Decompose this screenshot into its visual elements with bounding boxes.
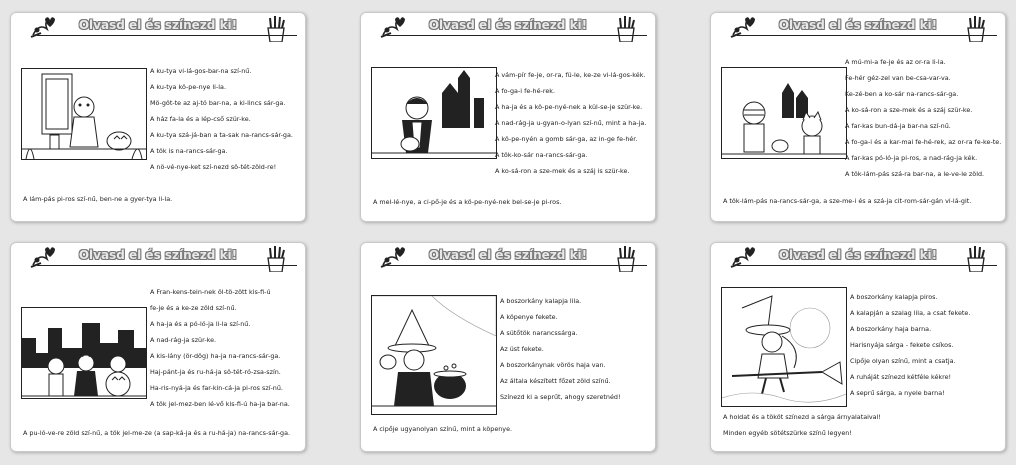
footer-line: A mel-lé-nye, a ci-pő-je és a kö-pe-nyé-nek bel-se-je pi-ros. — [373, 198, 562, 206]
footer-instruction — [23, 191, 172, 207]
instruction-line: A ha-ja és a pó-ló-ja li-la szí-nű. — [150, 320, 251, 328]
worksheet-card-vampire — [360, 12, 656, 222]
witch-cauldron-coloring-image — [371, 295, 497, 415]
worksheet-card-witch-broom — [710, 242, 1006, 452]
instruction-list — [150, 63, 293, 175]
instruction-line: Cipője olyan színű, mint a csatja. — [850, 357, 956, 365]
instruction-line: A nad-rág-ja szür-ke. — [150, 336, 217, 344]
instruction-line: A tök jel-mez-ben lé-vő kis-fi-ú ha-ja bar-na. — [150, 400, 290, 408]
instruction-line: A tök is na-rancs-sár-ga. — [150, 147, 228, 155]
card-header — [11, 243, 305, 271]
card-title: Olvasd el és színezd ki! — [778, 18, 938, 32]
instruction-line: A köpenye fekete. — [500, 313, 558, 321]
worksheet-card-kids-costumes — [10, 242, 306, 452]
footer-line: A pu-ló-ve-re zöld szí-nű, a tök jel-me-ze (a sap-ká-ja és a ru-há-ja) na-rancs-sár-ga. — [23, 429, 291, 437]
instruction-line: A far-kas bun-dá-ja bar-na szí-nű. — [845, 122, 951, 130]
instruction-list — [850, 289, 970, 401]
instruction-line: A ruháját színezd kétféle kékre! — [850, 373, 952, 381]
card-title: Olvasd el és színezd ki! — [778, 248, 938, 262]
vampire-coloring-image — [371, 67, 497, 159]
mummy-wolf-coloring-image — [721, 67, 847, 159]
witch-broom-coloring-image — [721, 287, 847, 407]
instruction-line: Színezd ki a seprűt, ahogy szeretnéd! — [500, 393, 621, 401]
instruction-line: Ha-ris-nyá-ja és far-kin-cá-ja pi-ros szí-nű. — [150, 384, 283, 392]
instruction-list — [150, 284, 290, 412]
instruction-line: Harisnyája sárga - fekete csíkos. — [850, 341, 954, 349]
instruction-line: Az általa készített főzet zöld színű. — [500, 377, 611, 385]
instruction-line: A vám-pír fe-je, or-ra, fü-le, ke-ze vi-lá-gos-kék. — [495, 71, 646, 79]
footer-instruction — [23, 425, 290, 441]
instruction-line: A ku-tya kö-pe-nye li-la. — [150, 83, 226, 91]
instruction-line: A kis-lány (ör-dög) ha-ja na-rancs-sár-ga. — [150, 352, 281, 360]
footer-line: A holdat és a tököt színezd a sárga árnyalataival! — [723, 413, 881, 421]
card-header — [361, 243, 655, 271]
instruction-line: A ko-sá-ron a sze-mek és a száj is szür-ke. — [495, 167, 630, 175]
footer-line: Minden egyéb sötétszürke színű legyen! — [723, 429, 852, 437]
footer-line: A tök-lám-pás na-rancs-sár-ga, a sze-me-i és a szá-ja cit-rom-sár-gán vi-lá-git. — [723, 197, 972, 205]
instruction-line: Mö-göt-te az aj-tó bar-na, a ki-lincs sár-ga. — [150, 99, 286, 107]
worksheet-card-witch-cauldron — [360, 242, 656, 452]
pencil-cup-icon — [615, 246, 637, 272]
instruction-line: A boszorkány kalapja lila. — [500, 297, 582, 305]
instruction-list — [495, 67, 646, 179]
footer-instruction — [373, 421, 512, 437]
instruction-line: A boszorkány kalapja piros. — [850, 293, 938, 301]
footer-instruction — [723, 193, 971, 209]
instruction-line: A seprű sárga, a nyele barna! — [850, 389, 945, 397]
instruction-list — [500, 293, 621, 405]
instruction-line: A ha-ja és a kö-pe-nyé-nek a kül-se-je szür-ke. — [495, 103, 643, 111]
instruction-line: Fe-hér géz-zel van be-csa-var-va. — [845, 74, 951, 82]
card-header — [361, 13, 655, 41]
dog-costume-coloring-image — [21, 68, 147, 160]
card-header — [711, 13, 1005, 41]
instruction-line: A boszorkánynak vörös haja van. — [500, 361, 606, 369]
pencil-cup-icon — [965, 16, 987, 42]
card-header — [11, 13, 305, 41]
pencil-cup-icon — [615, 16, 637, 42]
instruction-line: A ko-sá-ron a sze-mek és a száj szür-ke. — [845, 106, 973, 114]
instruction-line: Haj-pánt-ja és ru-há-ja sö-tét-ró-zsa-szín. — [150, 368, 281, 376]
pencil-cup-icon — [265, 246, 287, 272]
instruction-line: A ku-tya szá-já-ban a ta-sak na-rancs-sár-ga. — [150, 131, 293, 139]
card-title: Olvasd el és színezd ki! — [78, 248, 238, 262]
instruction-line: A tök-lám-pás szá-ra bar-na, a le-ve-le zöld. — [845, 170, 985, 178]
instruction-line: A nö-vé-nye-ket szí-nezd sö-tét-zöld-re! — [150, 163, 277, 171]
worksheet-card-mummy-wolf — [710, 12, 1006, 222]
pencil-cup-icon — [965, 246, 987, 272]
footer-line: A cipője ugyanolyan színű, mint a köpenye. — [373, 425, 513, 433]
instruction-line: A fo-ga-i és a kar-mai fe-hé-rek, az or-ra fe-ke-te. — [845, 138, 1002, 146]
instruction-line: A kö-pe-nyén a gomb sár-ga, az in-ge fe-hér. — [495, 135, 638, 143]
instruction-line: A sütőtök narancssárga. — [500, 329, 578, 337]
instruction-line: A boszorkány haja barna. — [850, 325, 932, 333]
kids-costumes-coloring-image — [21, 307, 147, 399]
instruction-line: A far-kas pó-ló-ja pi-ros, a nad-rág-ja kék. — [845, 154, 978, 162]
instruction-line: fe-je és a ke-ze zöld szí-nű. — [150, 304, 237, 312]
instruction-line: A nad-rág-ja u-gyan-o-lyan szí-nű, mint a ha-ja. — [495, 119, 647, 127]
instruction-line: A tök-ko-sár na-rancs-sár-ga. — [495, 151, 588, 159]
card-header — [711, 243, 1005, 271]
card-title: Olvasd el és színezd ki! — [428, 248, 588, 262]
instruction-line: A ku-tya vi-lá-gos-bar-na szí-nű. — [150, 67, 252, 75]
footer-instruction — [723, 409, 881, 441]
footer-instruction — [373, 194, 561, 210]
card-title: Olvasd el és színezd ki! — [428, 18, 588, 32]
instruction-list — [845, 54, 1001, 182]
instruction-line: A mú-mi-a fe-je és az or-ra li-la. — [845, 58, 946, 66]
instruction-line: A ház fa-la és a lép-cső szür-ke. — [150, 115, 251, 123]
instruction-line: Ke-zé-ben a ko-sár na-rancs-sár-ga. — [845, 90, 959, 98]
worksheet-card-dog — [10, 12, 306, 222]
instruction-line: Az üst fekete. — [500, 345, 544, 353]
card-title: Olvasd el és színezd ki! — [78, 18, 238, 32]
footer-line: A lám-pás pi-ros szí-nű, ben-ne a gyer-tya li-la. — [23, 195, 173, 203]
instruction-line: A kalapján a szalag lila, a csat fekete. — [850, 309, 971, 317]
pencil-cup-icon — [265, 16, 287, 42]
instruction-line: A Fran-kens-tein-nek öl-tö-zött kis-fi-ú — [150, 288, 271, 296]
instruction-line: A fo-ga-i fe-hé-rek. — [495, 87, 555, 95]
